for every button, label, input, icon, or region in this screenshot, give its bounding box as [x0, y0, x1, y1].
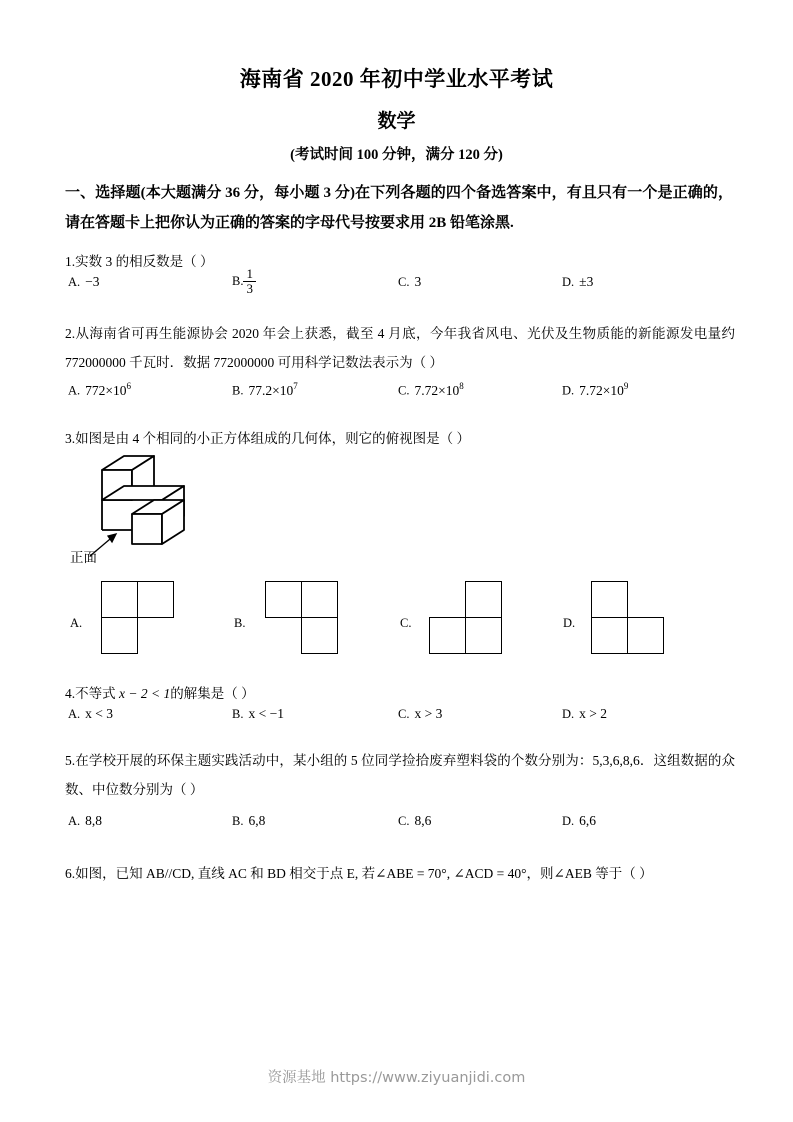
option-label: D. — [562, 707, 575, 721]
option-label: A. — [68, 707, 81, 721]
option-5-D[interactable] — [562, 813, 596, 829]
option-3-B-shape[interactable] — [265, 581, 345, 661]
option-label: D. — [562, 275, 575, 289]
option-label: C. — [398, 707, 410, 721]
option-4-B[interactable] — [232, 706, 284, 722]
section-heading: 一、选择题(本大题满分 36 分，每小题 3 分)在下列各题的四个备选答案中，有且只有一个是正确的，请在答题卡上把你认为正确的答案的字母代号按要求用 2B 铅笔涂黑. — [65, 185, 733, 231]
page-title: 海南省 2020 年初中学业水平考试 — [239, 67, 554, 91]
option-value: −3 — [85, 274, 100, 289]
grid-cell — [627, 617, 664, 654]
option-1-A[interactable] — [68, 274, 100, 290]
option-1-D[interactable] — [562, 274, 593, 290]
option-label: C. — [398, 814, 410, 828]
option-value: 6,8 — [248, 813, 266, 828]
option-exponent: 9 — [623, 381, 629, 391]
grid-cell — [465, 617, 502, 654]
option-label: C. — [398, 383, 410, 398]
option-3-C-label: C. — [400, 616, 412, 630]
question-4-options — [68, 706, 748, 728]
option-label: D. — [562, 814, 575, 828]
option-3-B-label: B. — [234, 616, 246, 630]
grid-cell — [465, 581, 502, 618]
option-2-B[interactable] — [232, 381, 298, 399]
front-view-label: 正面 — [70, 550, 97, 565]
option-value: 7.72×10 — [579, 382, 624, 398]
option-5-A[interactable] — [68, 813, 102, 829]
grid-cell — [137, 581, 174, 618]
option-value: x > 2 — [579, 706, 608, 721]
grid-cell — [591, 581, 628, 618]
question-4-stem-post: 的解集是（ ） — [170, 686, 255, 701]
option-3-A-shape[interactable] — [101, 581, 181, 661]
option-label: D. — [562, 383, 575, 398]
fraction-one-third — [243, 267, 256, 295]
option-value: x < 3 — [85, 706, 114, 721]
question-4-inequality: x − 2 < 1 — [119, 686, 171, 701]
option-3-D-shape[interactable] — [591, 581, 671, 661]
question-1-options — [68, 266, 748, 296]
question-2-stem: 2.从海南省可再生能源协会 2020 年会上获悉，截至 4 月底，今年我省风电、光伏及生物质能的新能源发电量约 772000000 千瓦时．数据 772000000 可用科学记数法表示为（ ） — [65, 326, 735, 370]
option-value: 77.2×10 — [248, 382, 294, 398]
question-5-options — [68, 813, 748, 835]
option-value: 7.72×10 — [414, 382, 460, 398]
option-value: 8,8 — [85, 813, 103, 828]
option-1-B[interactable] — [232, 268, 256, 296]
option-5-C[interactable] — [398, 813, 431, 829]
option-value: 6,6 — [579, 813, 597, 828]
option-value: x < −1 — [248, 706, 284, 721]
option-label: C. — [398, 275, 410, 289]
option-label: A. — [68, 275, 81, 289]
option-5-B[interactable] — [232, 813, 265, 829]
option-exponent: 7 — [293, 381, 298, 391]
question-4-stem-pre: 4.不等式 — [65, 686, 119, 701]
option-value: 3 — [414, 274, 422, 289]
front-cube-front-face — [132, 514, 162, 544]
question-2-options — [68, 381, 748, 403]
option-value: 772×10 — [85, 382, 127, 398]
option-2-C[interactable] — [398, 381, 464, 399]
option-label: A. — [68, 814, 81, 828]
option-value: ±3 — [579, 274, 594, 289]
option-label: B. — [232, 274, 244, 289]
solid-figure-svg — [80, 452, 240, 572]
option-1-C[interactable] — [398, 274, 421, 290]
exam-meta: (考试时间 100 分钟，满分 120 分) — [290, 147, 503, 163]
option-3-C-shape[interactable] — [429, 581, 509, 661]
option-4-D[interactable] — [562, 706, 607, 722]
option-2-D[interactable] — [562, 381, 628, 399]
option-3-A-label: A. — [70, 616, 83, 630]
subject-title: 数学 — [377, 111, 416, 132]
question-5-stem: 5.在学校开展的环保主题实践活动中，某小组的 5 位同学捡拾废弃塑料袋的个数分别为：5,3,6,8,6．这组数据的众数、中位数分别为（ ） — [65, 753, 735, 797]
solid-figure-four-cubes — [80, 452, 240, 572]
option-4-C[interactable] — [398, 706, 442, 722]
grid-cell — [429, 617, 466, 654]
option-exponent: 8 — [459, 381, 464, 391]
fraction-numerator: 1 — [246, 266, 253, 281]
option-label: B. — [232, 707, 244, 721]
question-3-stem: 3.如图是由 4 个相同的小正方体组成的几何体，则它的俯视图是（ ） — [65, 431, 470, 446]
grid-cell — [591, 617, 628, 654]
question-6-stem: 6.如图，已知 AB//CD, 直线 AC 和 BD 相交于点 E, 若∠ABE = 70°, ∠ACD = 40°，则∠AEB 等于（ ） — [65, 866, 653, 881]
grid-cell — [301, 617, 338, 654]
question-4-stem — [65, 679, 733, 708]
grid-cell — [101, 617, 138, 654]
option-value: 8,6 — [414, 813, 432, 828]
fraction-denominator: 3 — [243, 281, 256, 296]
option-label: A. — [68, 383, 81, 398]
option-label: B. — [232, 814, 244, 828]
option-value: x > 3 — [414, 706, 443, 721]
option-2-A[interactable] — [68, 381, 131, 399]
question-1-stem: 1.实数 3 的相反数是（ ） — [65, 254, 214, 269]
option-exponent: 6 — [126, 381, 132, 391]
option-label: B. — [232, 383, 244, 398]
grid-cell — [265, 581, 302, 618]
option-4-A[interactable] — [68, 706, 113, 722]
grid-cell — [101, 581, 138, 618]
footer-watermark: 资源基地 https://www.ziyuanjidi.com — [267, 1070, 526, 1086]
option-3-D-label: D. — [563, 616, 576, 630]
grid-cell — [301, 581, 338, 618]
